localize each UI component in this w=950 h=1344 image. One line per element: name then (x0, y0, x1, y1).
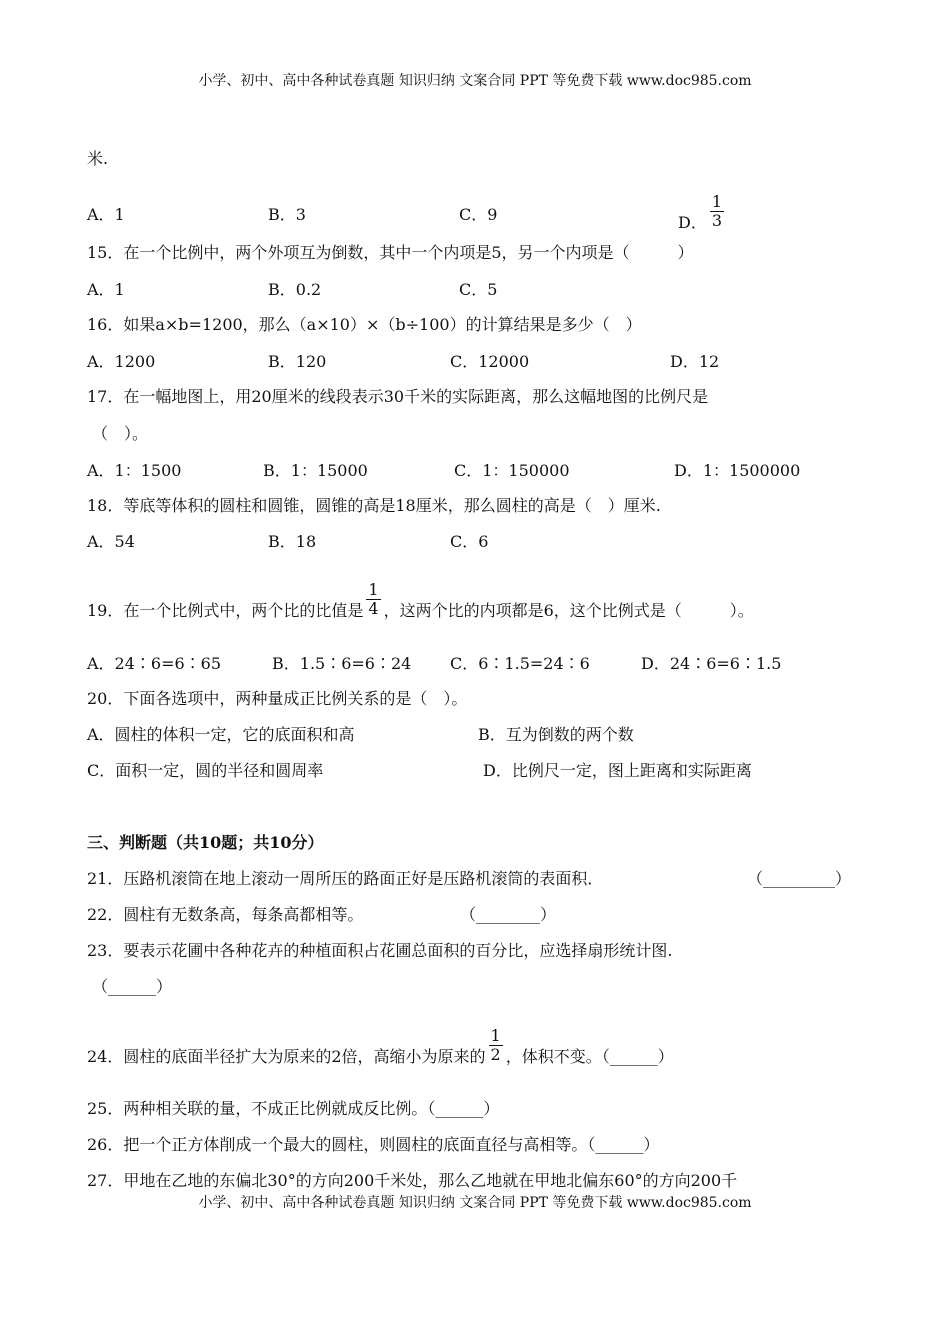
q19-option-a: A．24∶6=6∶65 (87, 654, 222, 673)
q26-text: 26．把一个正方体削成一个最大的圆柱，则圆柱的底面直径与高相等。（______） (87, 1135, 660, 1154)
q14-fraction-denominator: 3 (711, 211, 723, 230)
q23-text: 23．要表示花圃中各种花卉的种植面积占花圃总面积的百分比，应选择扇形统计图. (87, 941, 673, 960)
q19-text-pre: 19．在一个比例式中，两个比的比值是 (87, 601, 364, 620)
q14-option-d (678, 192, 727, 242)
q15-option-a: A．1 (87, 280, 125, 299)
q24-text (87, 1026, 674, 1076)
q25-text: 25．两种相关联的量，不成正比例就成反比例。（______） (87, 1099, 500, 1118)
q16-option-b: B．120 (268, 352, 327, 371)
q24-fraction-numerator: 1 (490, 1026, 501, 1045)
q24-fraction (489, 1027, 503, 1064)
q22-answer-blank: （________） (460, 905, 557, 924)
page-footer: 小学、初中、高中各种试卷真题 知识归纳 文案合同 PPT 等免费下载 www.doc985.com (198, 1195, 752, 1211)
q20-text: 20．下面各选项中，两种量成正比例关系的是（ ）。 (87, 689, 468, 708)
q24-text-pre: 24．圆柱的底面半径扩大为原来的2倍，高缩小为原来的 (87, 1047, 486, 1066)
q17-option-c: C．1：150000 (454, 461, 570, 480)
q14-option-b: B．3 (268, 205, 306, 224)
q14-option-a: A．1 (87, 205, 125, 224)
q20-option-d: D．比例尺一定，图上距离和实际距离 (483, 761, 752, 780)
q16-text: 16．如果a×b=1200，那么（a×10）×（b÷100）的计算结果是多少（ ） (87, 315, 642, 334)
q18-option-a: A．54 (87, 532, 135, 551)
q14-option-c: C．9 (459, 205, 498, 224)
q20-option-b: B．互为倒数的两个数 (478, 725, 634, 744)
q18-option-c: C．6 (450, 532, 489, 551)
q19-option-c: C．6∶1.5=24∶6 (450, 654, 590, 673)
q18-text: 18．等底等体积的圆柱和圆锥，圆锥的高是18厘米，那么圆柱的高是（ ）厘米. (87, 496, 661, 515)
q16-option-c: C．12000 (450, 352, 530, 371)
page-header: 小学、初中、高中各种试卷真题 知识归纳 文案合同 PPT 等免费下载 www.doc985.com (198, 73, 752, 89)
q18-option-b: B．18 (268, 532, 317, 551)
q17-text-continued: （ ）。 (92, 424, 149, 443)
section-title-judgment: 三、判断题（共10题；共10分） (87, 833, 324, 852)
q27-text: 27．甲地在乙地的东偏北30°的方向200千米处，那么乙地就在甲地北偏东60°的方向200千 (87, 1171, 738, 1190)
q24-text-post: ，体积不变。（______） (505, 1047, 674, 1066)
q14-fraction (710, 193, 724, 230)
q19-fraction-numerator: 1 (368, 580, 379, 599)
q15-option-b: B．0.2 (268, 280, 322, 299)
q23-answer-blank: （______） (92, 977, 173, 996)
q15-option-c: C．5 (459, 280, 498, 299)
q19-option-d: D．24∶6=6∶1.5 (641, 654, 782, 673)
q19-fraction (366, 581, 380, 618)
q22-text: 22．圆柱有无数条高，每条高都相等。 (87, 905, 364, 924)
q17-option-a: A．1：1500 (87, 461, 182, 480)
q16-option-d: D．12 (670, 352, 720, 371)
q20-option-a: A．圆柱的体积一定，它的底面积和高 (87, 725, 355, 744)
q16-option-a: A．1200 (87, 352, 156, 371)
q19-text (87, 580, 754, 630)
q19-option-b: B．1.5∶6=6∶24 (272, 654, 412, 673)
q14-fraction-numerator: 1 (711, 192, 723, 211)
q20-option-c: C．面积一定，圆的半径和圆周率 (87, 761, 324, 780)
q19-text-post: ，这两个比的内项都是6，这个比例式是（ ）。 (383, 601, 754, 620)
q24-fraction-denominator: 2 (490, 1045, 501, 1064)
q19-fraction-denominator: 4 (368, 599, 379, 618)
q17-option-d: D．1：1500000 (674, 461, 801, 480)
q14-tail: 米. (87, 149, 109, 168)
q17-option-b: B．1：15000 (263, 461, 368, 480)
q21-text: 21．压路机滚筒在地上滚动一周所压的路面正好是压路机滚筒的表面积． (87, 869, 604, 888)
q21-answer-blank: （_________） (747, 869, 852, 888)
q14-option-d-prefix: D． (678, 213, 707, 232)
q15-text: 15．在一个比例中，两个外项互为倒数，其中一个内项是5，另一个内项是（ ） (87, 243, 694, 262)
q17-text: 17．在一幅地图上，用20厘米的线段表示30千米的实际距离，那么这幅地图的比例尺是 (87, 387, 709, 406)
